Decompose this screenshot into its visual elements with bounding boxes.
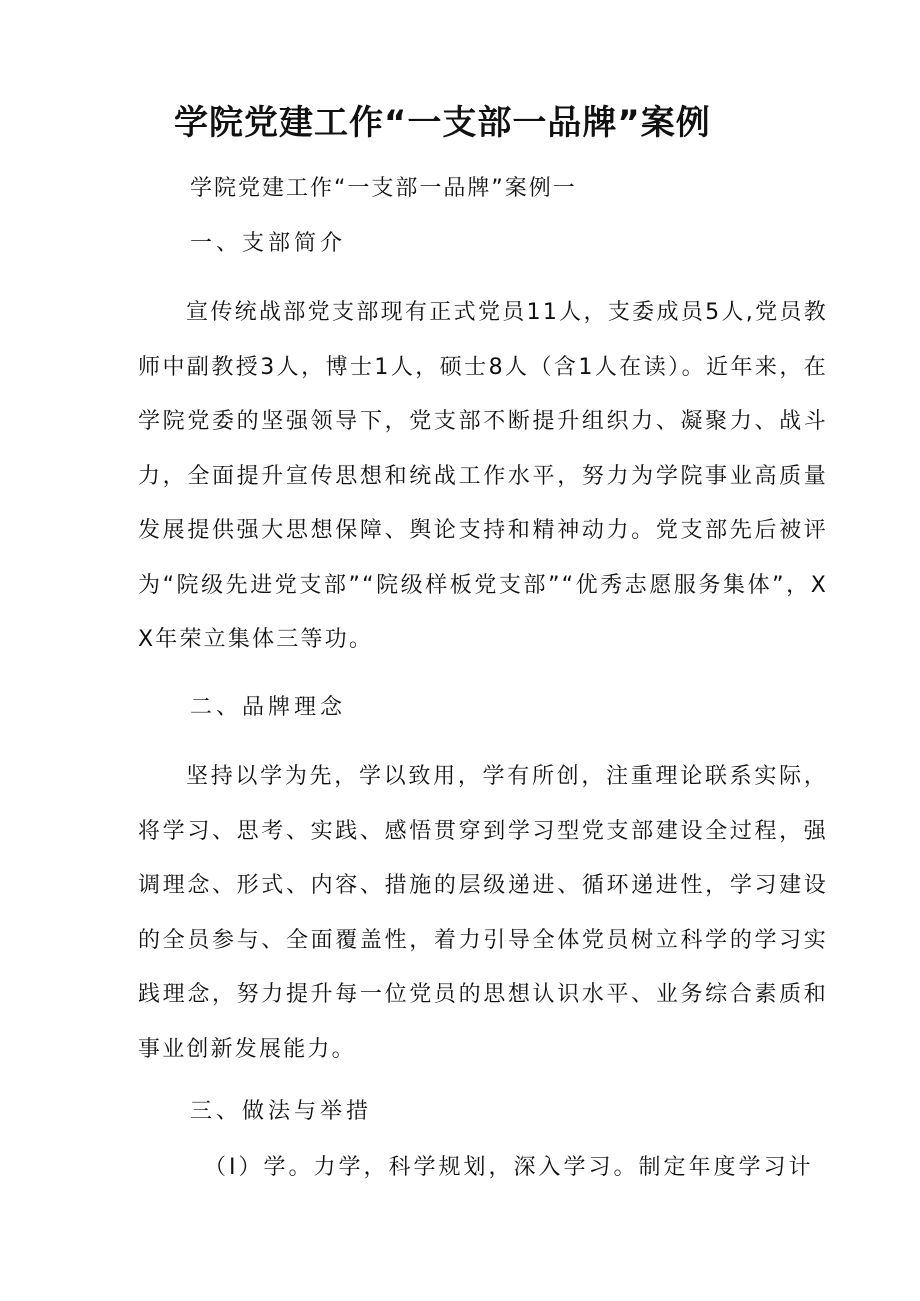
section-paragraph-brand-concept: 坚持以学为先，学以致用，学有所创，注重理论联系实际，将学习、思考、实践、感悟贯穿到学习型党支部建设全过程，强调理念、形式、内容、措施的层级递进、循环递进性，学习建设的全员参与、全面覆盖性，着力引导全体党员树立科学的学习实践理念，努力提升每一位党员的思想认识水平、业务综合素质和事业创新发展能力。	[138, 764, 828, 1062]
section-item-study: （I）学。力学，科学规划，深入学习。制定年度学习计	[204, 1155, 814, 1180]
document-subtitle: 学院党建工作“一支部一品牌”案例一	[190, 176, 577, 201]
section-heading-brand-concept: 二、品牌理念	[190, 695, 347, 720]
section-heading-practices: 三、做法与举措	[190, 1099, 373, 1124]
section-paragraph-branch-intro: 宣传统战部党支部现有正式党员11人，支委成员5人,党员教师中副教授3人，博士1人，硕士8人（含1人在读）。近年来，在学院党委的坚强领导下，党支部不断提升组织力、凝聚力、战斗力，全面提升宣传思想和统战工作水平，努力为学院事业高质量发展提供强大思想保障、舆论支持和精神动力。党支部先后被评为“院级先进党支部”“院级样板党支部”“优秀志愿服务集体”，XX年荣立集体三等功。	[138, 300, 828, 652]
section-heading-branch-intro: 一、支部简介	[190, 231, 347, 256]
document-title: 学院党建工作“一支部一品牌”案例	[174, 103, 711, 143]
